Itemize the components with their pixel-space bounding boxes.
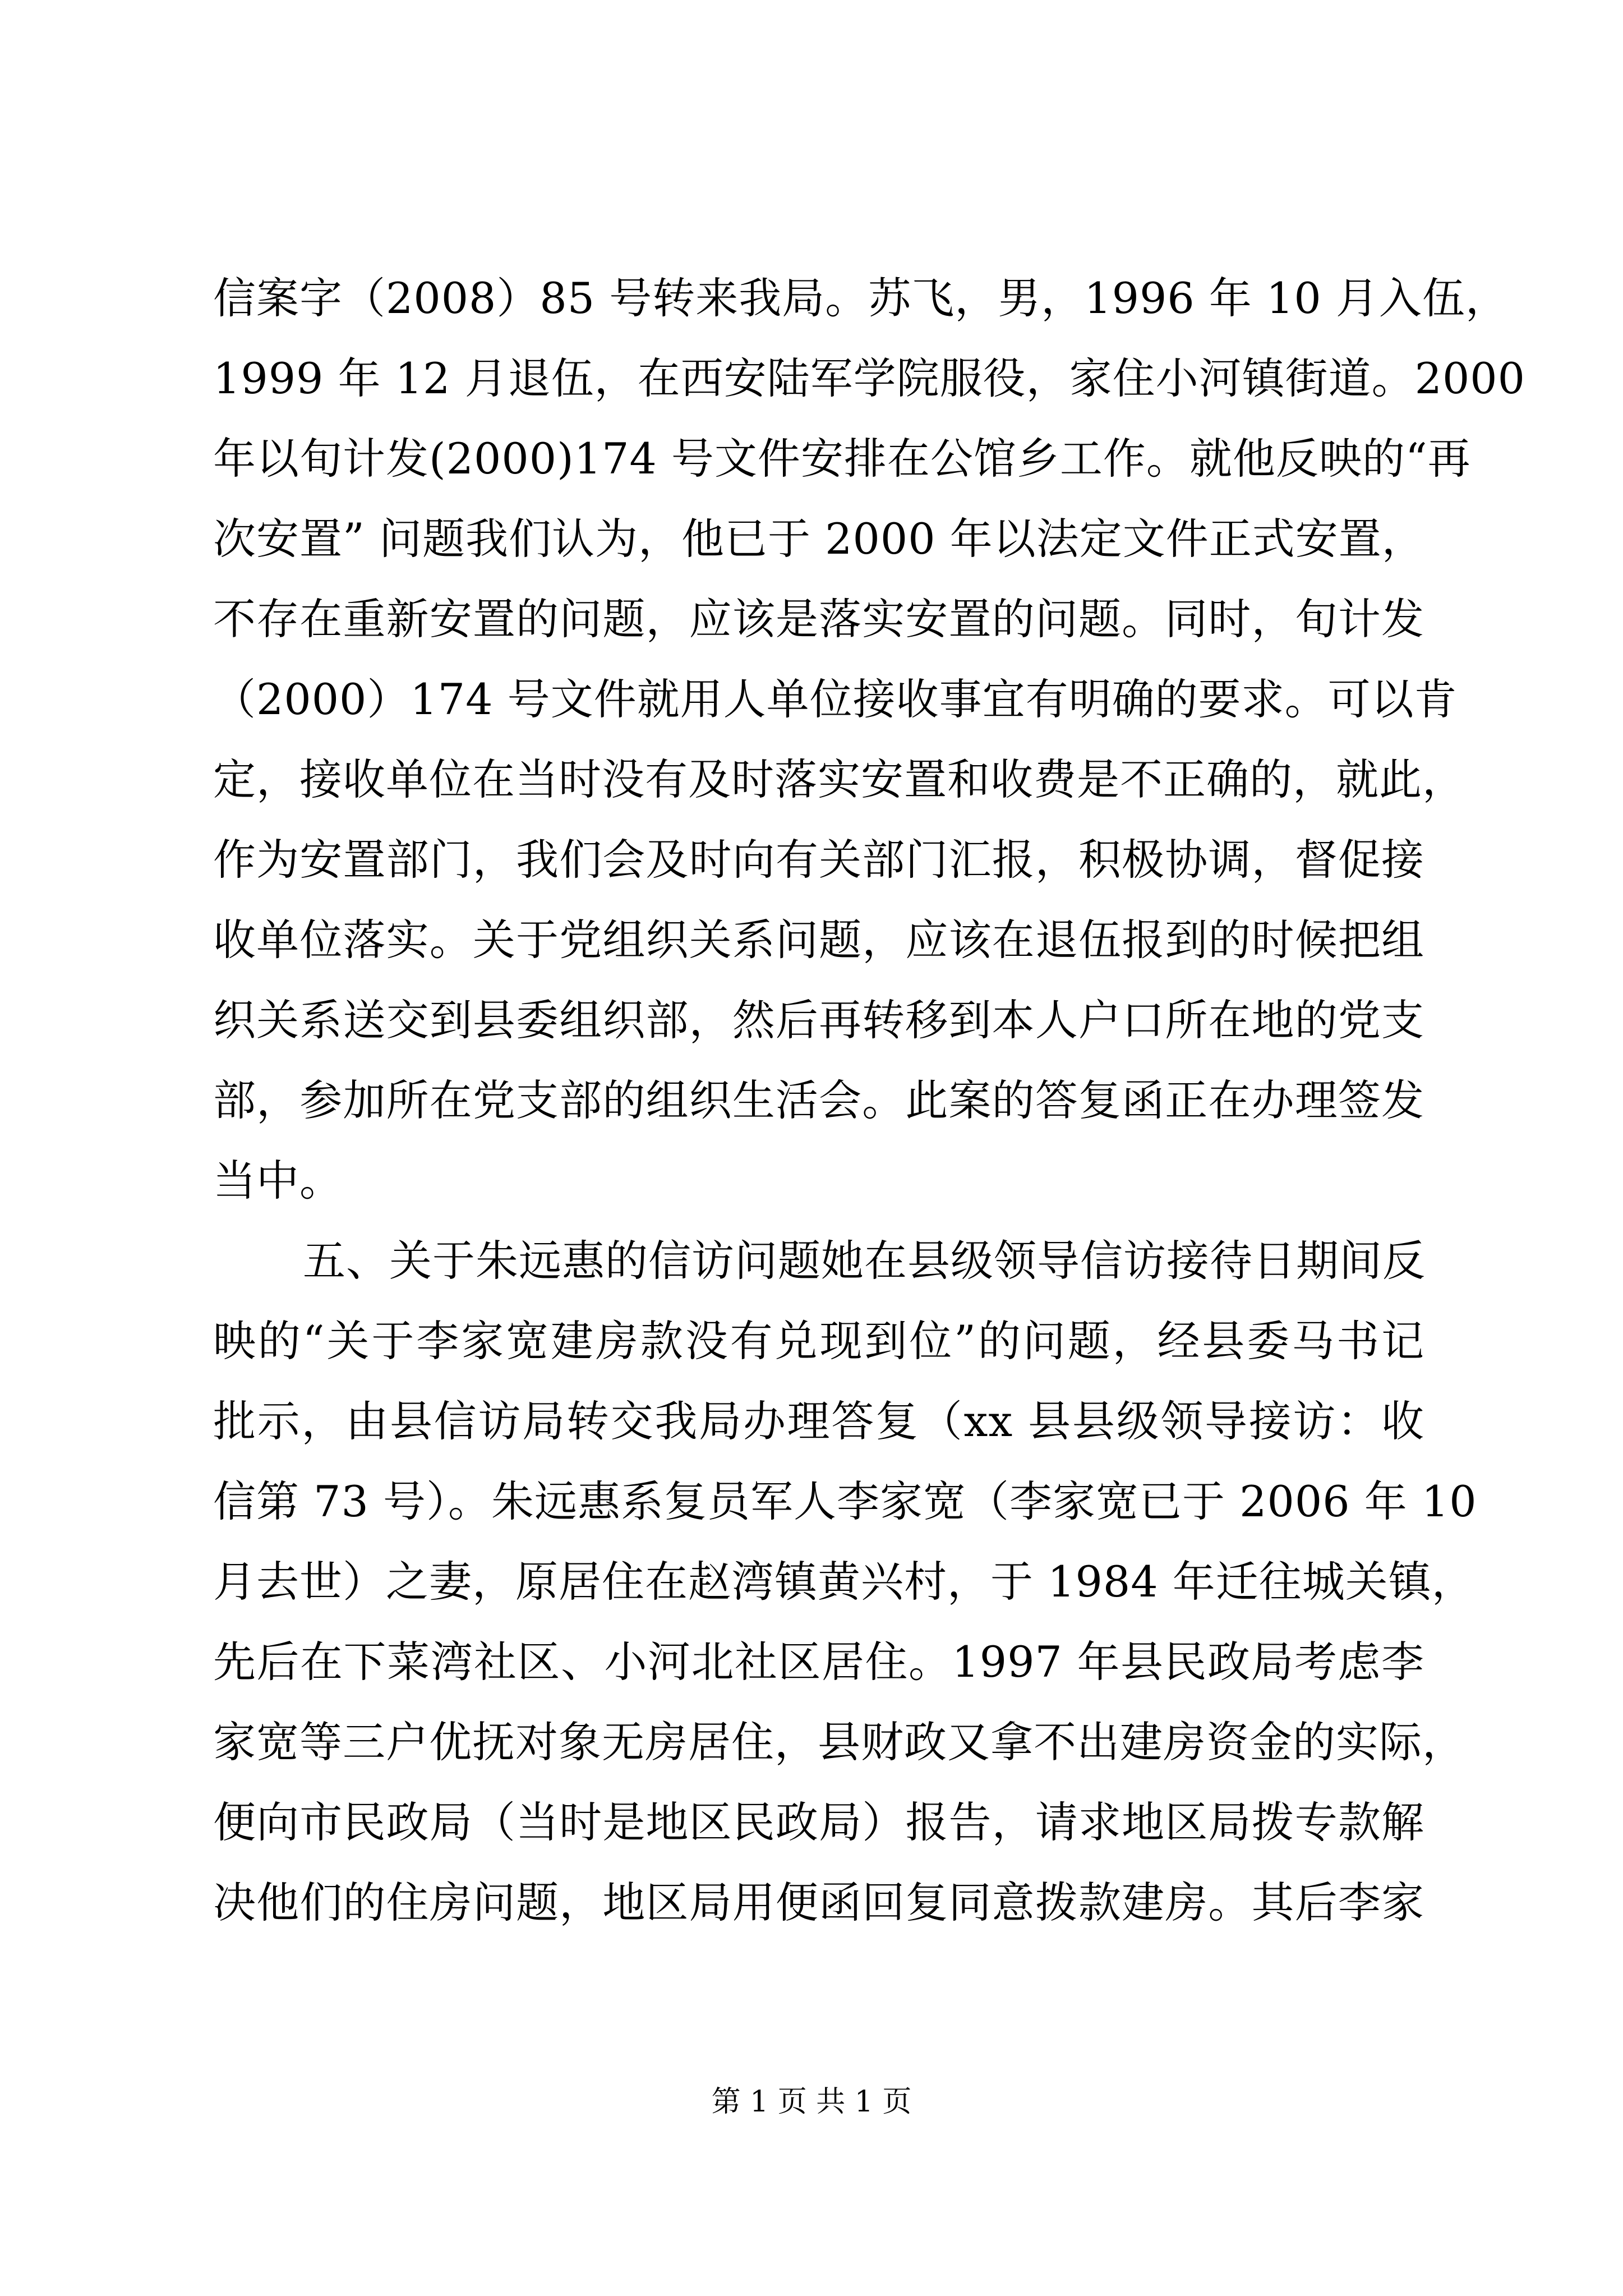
body-text-line: 年以旬计发(2000)174 号文件安排在公馆乡工作。就他反映的“再 bbox=[213, 434, 1471, 484]
body-text-line: 当中。 bbox=[213, 1156, 343, 1205]
body-text-line: 次安置” 问题我们认为，他已于 2000 年以法定文件正式安置， bbox=[213, 514, 1425, 564]
body-text-line: 决他们的住房问题，地区局用便函回复同意拨款建房。其后李家 bbox=[213, 1878, 1424, 1927]
body-text-line: 批示，由县信访局转交我局办理答复（xx 县县级领导接访：收 bbox=[213, 1396, 1424, 1446]
body-text-line: 作为安置部门，我们会及时向有关部门汇报，积极协调，督促接 bbox=[213, 835, 1424, 885]
body-text-line: 便向市民政局（当时是地区民政局）报告，请求地区局拨专款解 bbox=[213, 1797, 1424, 1847]
section-heading-line: 五、关于朱远惠的信访问题她在县级领导信访接待日期间反 bbox=[303, 1236, 1426, 1286]
body-text-line: 不存在重新安置的问题，应该是落实安置的问题。同时，旬计发 bbox=[213, 594, 1424, 644]
body-text-line: 信案字（2008）85 号转来我局。苏飞，男，1996 年 10 月入伍， bbox=[213, 273, 1509, 323]
body-text-line: 映的“关于李家宽建房款没有兑现到位”的问题，经县委马书记 bbox=[213, 1316, 1424, 1366]
body-text-line: 信第 73 号）。朱远惠系复员军人李家宽（李家宽已于 2006 年 10 bbox=[213, 1476, 1477, 1526]
body-text-line: （2000）174 号文件就用人单位接收事宜有明确的要求。可以肯 bbox=[213, 674, 1458, 724]
body-text-line: 先后在下菜湾社区、小河北社区居住。1997 年县民政局考虑李 bbox=[213, 1637, 1424, 1687]
body-text-line: 部，参加所在党支部的组织生活会。此案的答复函正在办理签发 bbox=[213, 1075, 1424, 1125]
body-text-line: 定，接收单位在当时没有及时落实安置和收费是不正确的，就此， bbox=[213, 754, 1465, 804]
body-text-line: 月去世）之妻，原居住在赵湾镇黄兴村，于 1984 年迁往城关镇， bbox=[213, 1557, 1475, 1607]
body-text-line: 织关系送交到县委组织部，然后再转移到本人户口所在地的党支 bbox=[213, 995, 1424, 1045]
page-footer: 第 1 页 共 1 页 bbox=[711, 2085, 912, 2119]
body-text-line: 家宽等三户优抚对象无房居住，县财政又拿不出建房资金的实际， bbox=[213, 1717, 1465, 1767]
body-text-line: 收单位落实。关于党组织关系问题，应该在退伍报到的时候把组 bbox=[213, 915, 1424, 965]
body-text-line: 1999 年 12 月退伍，在西安陆军学院服役，家住小河镇街道。2000 bbox=[213, 353, 1526, 403]
